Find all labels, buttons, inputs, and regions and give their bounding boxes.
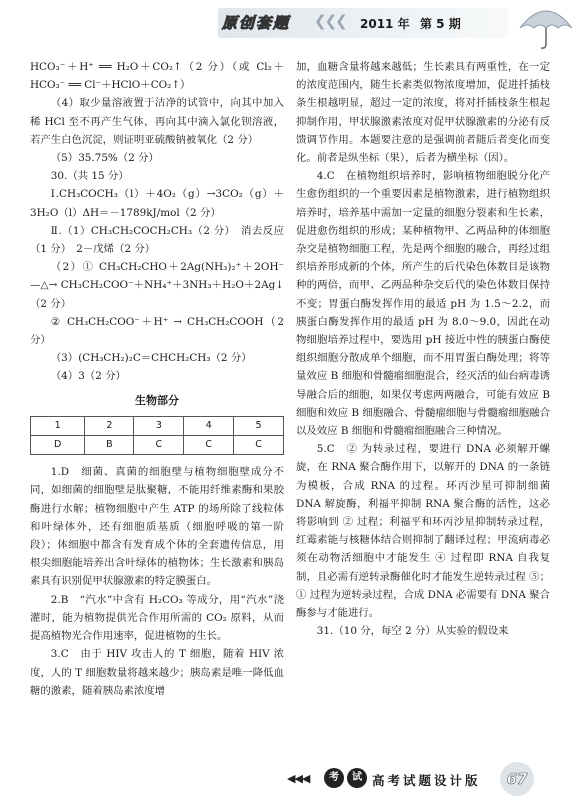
table-cell: C bbox=[234, 436, 284, 455]
answer-line: Ⅱ.（1）CH₃CH₂COCH₂CH₃（2 分） 消去反应（1 分） 2－戊烯（2 分） bbox=[30, 224, 284, 256]
exam-badge: 试 bbox=[347, 768, 367, 788]
table-row bbox=[31, 436, 284, 455]
section-title: 生物部分 bbox=[135, 393, 179, 407]
answer-line: （4）取少量溶液置于洁净的试管中，向其中加入稀 HCl 至不再产生气体，再向其中滴入氯化钡溶液，若产生白色沉淀，则证明亚硫酸钠被氧化（2 分） bbox=[30, 97, 284, 146]
page-footer bbox=[0, 760, 581, 800]
table-header-row bbox=[31, 416, 284, 435]
explanation-paragraph: 3.C 由于 HIV 攻击人的 T 细胞，随着 HIV 浓度，人的 T 细胞数量将越来越少；胰岛素是唯一降低血糖的激素，随着胰岛素浓度增 bbox=[30, 648, 284, 697]
page-header bbox=[0, 0, 581, 58]
answer-line: ② CH₃CH₂COO⁻＋H⁺ → CH₃CH₂COOH（2 分） bbox=[30, 315, 284, 347]
answer-table bbox=[30, 416, 284, 455]
explanation-paragraph: 加，血糖含量将越来越低；生长素具有两重性，在一定的浓度范围内，随生长素类似物浓度增加，促进扦插枝条生根越明显，超过一定的浓度，将对扦插枝条生根起抑制作用，甲状腺激素浓度对促甲状腺激素的分泌有反馈调节作用。本题要注意的是强调前者随后者变化而变化。前者是纵坐标（果），后者为横坐标（因）。 bbox=[296, 61, 550, 165]
answer-line: （4）3（2 分） bbox=[50, 370, 126, 383]
explanation-paragraph: 31.（10 分，每空 2 分）从实验的假设来 bbox=[316, 625, 509, 638]
table-cell: C bbox=[184, 436, 234, 455]
issue-year: 2011 年 bbox=[360, 17, 410, 31]
table-header-cell: 4 bbox=[184, 416, 234, 435]
answer-line: （3）(CH₃CH₂)₂C＝CHCH₂CH₃（2 分） bbox=[50, 352, 252, 365]
explanation-paragraph: 2.B “汽水”中含有 H₂CO₃ 等成分，用“汽水”浇灌时，能为植物提供光合作用所需的 CO₂ 原料，从而提高植物光合作用速率，促进植物的生长。 bbox=[30, 593, 284, 643]
answer-line: （5）35.75%（2 分） bbox=[50, 152, 159, 165]
right-column bbox=[296, 58, 550, 641]
table-cell: C bbox=[134, 436, 184, 455]
table-header-cell: 2 bbox=[85, 416, 134, 435]
explanation-paragraph: 4.C 在植物组织培养时，影响植物细胞脱分化产生愈伤组织的一个重要因素是植物激素，进行植物组织培养时，培养基中需加一定量的细胞分裂素和生长素，促进愈伤组织的形成；某种植物甲、乙两品种的体细胞杂交是植物细胞工程，先是两个细胞的融合，再经过组织培养形成新的个体，所产生的后代染色体数目是该物种的两倍，而甲、乙两品种杂交后代的染色体数目保持不变；胃蛋白酶发挥作用的最适 pH 为 1.5～2.2，而胰蛋白酶发挥作用的最适 pH 为 8.0～9.0，因此在动物细胞培养过程中，要选用 pH 接近中性的胰蛋白酶使组织细胞分散成单个细胞，而不用胃蛋白酶处理；将等量效应 B 细胞和骨髓瘤细胞混合，经灭活的仙台病毒诱导融合后的细胞，如果仅考虑两两融合，可能有效应 B 细胞和效应 B 细胞融合、骨髓瘤细胞与骨髓瘤细胞融合以及效应 B 细胞和骨髓瘤细胞融合三种情况。 bbox=[296, 170, 550, 438]
answer-line: Ⅰ.CH₃COCH₃（l）＋4O₂（g）→3CO₂（g）＋3H₂O（l）ΔH＝－1789kJ/mol（2 分） bbox=[30, 188, 284, 219]
chevrons-icon: ❮❮❮ bbox=[314, 12, 346, 30]
table-header-cell: 5 bbox=[234, 416, 284, 435]
answer-line: 30.（共 15 分） bbox=[50, 170, 129, 183]
exam-badge: 考 bbox=[324, 768, 344, 788]
page-number: 67 bbox=[500, 762, 534, 796]
brand-title: 原创套题 bbox=[222, 14, 291, 32]
answer-line: HCO₃⁻＋H⁺ ══ H₂O＋CO₂↑（2 分）（或 Cl₂＋HCO₃⁻ ══ Cl⁻＋HClO＋CO₂↑） bbox=[30, 61, 284, 92]
answer-line: （2）① CH₃CH₂CHO＋2Ag(NH₃)₂⁺＋2OH⁻ —△→ CH₃CH₂COO⁻＋NH₄⁺＋3NH₃＋H₂O＋2Ag↓（2 分） bbox=[30, 261, 284, 310]
table-cell: D bbox=[31, 436, 85, 455]
footer-title: 高考试题设计版 bbox=[372, 773, 481, 788]
table-header-cell: 1 bbox=[31, 416, 85, 435]
left-column bbox=[30, 58, 284, 700]
table-cell: B bbox=[85, 436, 134, 455]
explanation-paragraph: 5.C ② 为转录过程，要进行 DNA 必须解开螺旋，在 RNA 聚合酶作用下，以解开的 DNA 的一条链为模板，合成 RNA 的过程。环丙沙星可抑制细菌 DNA 解旋酶，利福平抑制 RNA 聚合酶的活性，这必将影响到 ② 过程；利福平和环丙沙星抑制转录过程，红霉素能与核糖体结合则抑制了翻译过程；甲流病毒必须在动物活细胞中才能发生 ④ 过程即 RNA 自我复制，且必需有逆转录酶催化时才能发生逆转录过程 ⑤；① 过程为逆转录过程，合成 DNA 必需要有 DNA 聚合酶参与才能进行。 bbox=[296, 443, 550, 620]
explanation-paragraph: 1.D 细菌、真菌的细胞壁与植物细胞壁成分不同，如细菌的细胞壁是肽聚糖，不能用纤维素酶和果胶酶进行水解；植物细胞中产生 ATP 的场所除了线粒体和叶绿体外，还有细胞质基质（细胞呼吸的第一阶段）；体细胞中都含有发育成个体的全套遗传信息，用根尖细胞能培养出含叶绿体的植物体；生长激素和胰岛素具有识别促甲状腺激素的特定膜蛋白。 bbox=[30, 466, 284, 588]
table-header-cell: 3 bbox=[134, 416, 184, 435]
umbrella-icon bbox=[516, 0, 576, 50]
issue-number: 第 5 期 bbox=[420, 17, 461, 31]
arrows-icon: ◀◀◀ bbox=[287, 772, 310, 785]
